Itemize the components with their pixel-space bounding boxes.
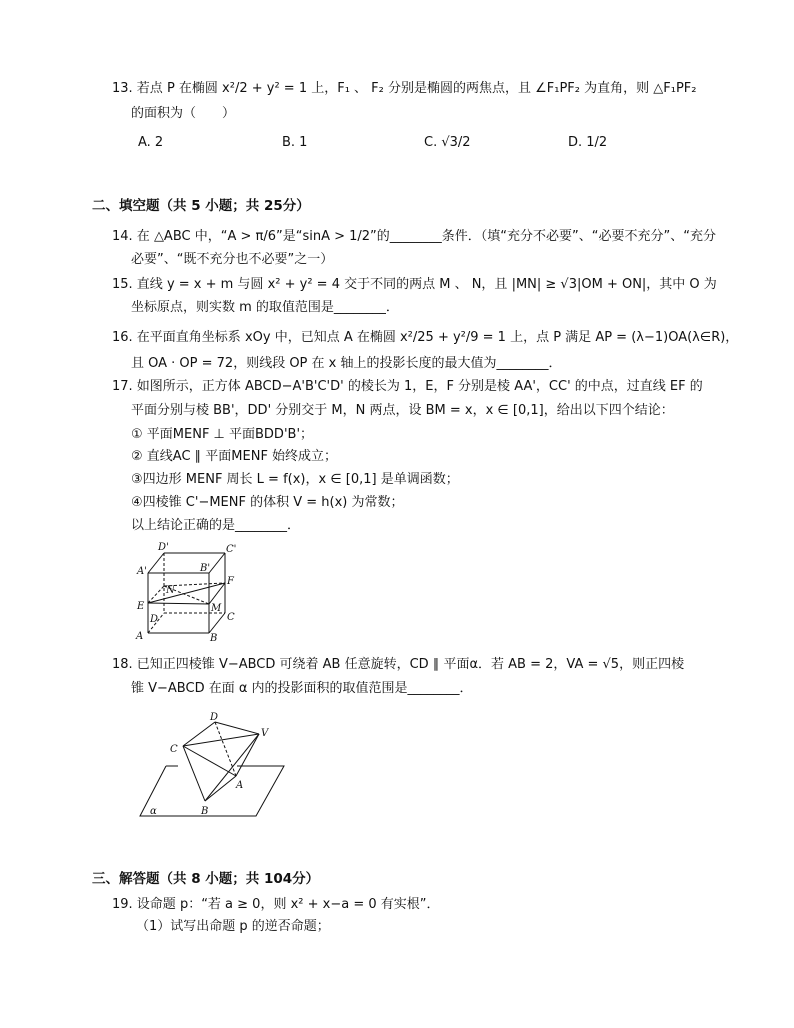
pyramid-figure — [138, 708, 288, 822]
label-b1: B' — [200, 563, 211, 574]
q17-stem-line1: 17. 如图所示，正方体 ABCD−A'B'C'D' 的棱长为 1，E，F 分别是棱 AA'，CC' 的中点，过直线 EF 的 — [112, 379, 703, 394]
label-a: A — [236, 780, 244, 791]
q17-statement-4: ④四棱锥 C'−MENF 的体积 V = h(x) 为常数； — [131, 495, 404, 510]
q14-stem-line2: 必要”、“既不充分也不必要”之一） — [131, 252, 334, 267]
label-n: N — [166, 585, 175, 596]
q19-part-1: （1）试写出命题 p 的逆否命题； — [136, 919, 330, 934]
label-d: D — [210, 712, 219, 723]
q13-option-d: D. 1/2 — [568, 135, 608, 150]
label-b: B — [210, 633, 218, 644]
q16-stem-line1: 16. 在平面直角坐标系 xOy 中，已知点 A 在椭圆 x²/25 + y²/9 = 1 上，点 P 满足 AP = (λ−1)OA(λ∈R)， — [112, 330, 739, 345]
q17-statement-1: ① 平面MENF ⊥ 平面BDD'B'； — [131, 427, 314, 442]
q15-stem-line1: 15. 直线 y = x + m 与圆 x² + y² = 4 交于不同的两点 M 、 N，且 |MN| ≥ √3|OM + ON|，其中 O 为 — [112, 277, 717, 292]
label-b: B — [201, 806, 209, 817]
label-a: A — [136, 631, 144, 642]
section-3-heading: 三、解答题（共 8 小题；共 104分） — [92, 871, 320, 887]
q18-stem-line2: 锥 V−ABCD 在面 α 内的投影面积的取值范围是________． — [131, 681, 473, 696]
label-c1: C' — [226, 544, 237, 555]
label-m: M — [211, 603, 222, 614]
q13-option-b: B. 1 — [282, 135, 308, 150]
cube-figure — [128, 538, 248, 644]
q16-stem-line2: 且 OA · OP = 72，则线段 OP 在 x 轴上的投影长度的最大值为________． — [131, 356, 562, 371]
section-2-heading: 二、填空题（共 5 小题；共 25分） — [92, 198, 310, 214]
q17-conclusion: 以上结论正确的是________． — [131, 518, 301, 533]
label-c: C — [227, 612, 235, 623]
q13-stem-line2: 的面积为（ ） — [131, 106, 236, 121]
q15-stem-line2: 坐标原点，则实数 m 的取值范围是________． — [131, 300, 399, 315]
label-d1: D' — [158, 542, 169, 553]
label-e: E — [137, 601, 145, 612]
q13-option-a: A. 2 — [138, 135, 164, 150]
q17-statement-2: ② 直线AC ∥ 平面MENF 始终成立； — [131, 449, 338, 464]
q17-statement-3: ③四边形 MENF 周长 L = f(x)，x ∈ [0,1] 是单调函数； — [131, 472, 459, 487]
label-v: V — [261, 728, 269, 739]
q13-option-c: C. √3/2 — [424, 135, 471, 150]
label-c: C — [170, 744, 178, 755]
label-d: D — [150, 614, 159, 625]
q18-stem-line1: 18. 已知正四棱锥 V−ABCD 可绕着 AB 任意旋转，CD ∥ 平面α．若 AB = 2，VA = √5，则正四棱 — [112, 657, 685, 672]
label-a1: A' — [137, 566, 147, 577]
label-f: F — [227, 576, 234, 587]
q13-stem-line1: 13. 若点 P 在椭圆 x²/2 + y² = 1 上，F₁ 、 F₂ 分别是椭圆的两焦点，且 ∠F₁PF₂ 为直角，则 △F₁PF₂ — [112, 81, 697, 96]
q19-stem-line1: 19. 设命题 p：“若 a ≥ 0，则 x² + x−a = 0 有实根”． — [112, 897, 440, 912]
label-alpha: α — [150, 806, 157, 817]
q14-stem-line1: 14. 在 △ABC 中，“A > π/6”是“sinA > 1/2”的________条件．（填“充分不必要”、“必要不充分”、“充分 — [112, 229, 716, 244]
q17-stem-line2: 平面分别与棱 BB'，DD' 分别交于 M，N 两点，设 BM = x，x ∈ [0,1]，给出以下四个结论： — [131, 403, 674, 418]
